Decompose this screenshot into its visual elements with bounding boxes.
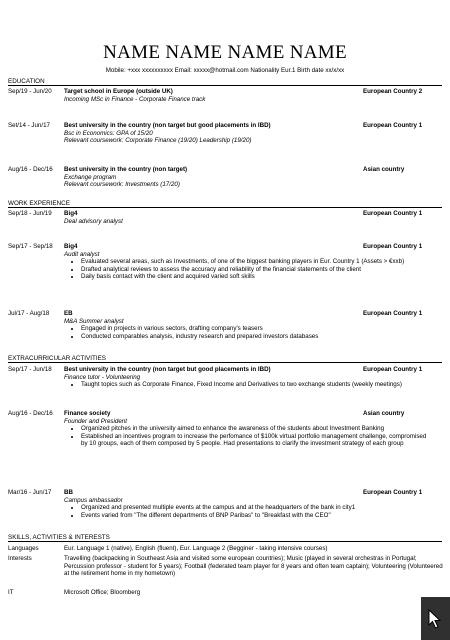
entry-title: EB <box>64 310 73 317</box>
entry-date: Sep/19 - Jun/20 <box>8 88 52 95</box>
entry-date: Aug/16 - Dec/16 <box>8 410 53 417</box>
section-heading-work: WORK EXPERIENCE <box>8 200 442 208</box>
bullet-list <box>64 381 434 389</box>
entry-role: Finance tutor - Volunteering <box>64 373 141 381</box>
entry-detail: Bsc in Economics: GPA of 15/20 <box>64 129 153 137</box>
bullet-item: • Conducted comparables analysis, industry research and prepared investors databases <box>81 333 434 341</box>
entry-date: Sep/17 - Jun/18 <box>8 366 52 373</box>
entry-date: Jul/17 - Aug/18 <box>8 310 50 317</box>
entry-date: Set/14 - Jun/17 <box>8 122 50 129</box>
entry-title: Best university in the country (non target) <box>64 166 188 173</box>
bullet-item: • Taught topics such as Corporate Finance, Fixed Income and Derivatives to two exchange students (weekly meetings) <box>81 381 434 389</box>
skill-text: Eur. Language 1 (native), English (fluent), Eur. Language 2 (Begginer - taking intensive courses) <box>64 545 328 552</box>
entry-date: Mar/16 - Jun/17 <box>8 489 52 496</box>
entry-location: European Country 1 <box>363 489 423 496</box>
entry-date: Sep/17 - Sep/18 <box>8 243 53 250</box>
entry-role: Founder and President <box>64 417 127 425</box>
entry-role: Audit analyst <box>64 250 100 258</box>
bullet-item: • Engaged in projects in various sectors, drafting company's teasers <box>81 325 434 333</box>
entry-title: BB <box>64 489 73 496</box>
bullet-item: • Daily basis contact with the client and acquired varied soft skills <box>81 273 434 281</box>
entry-detail: Relevant coursework: Corporate Finance (19/20) Leadership (19/20) <box>64 137 252 145</box>
entry-location: European Country 1 <box>363 366 423 373</box>
entry-date: Sep/18 - Jun/19 <box>8 210 52 217</box>
mouse-pointer-icon <box>428 609 442 629</box>
skill-label: Languages <box>8 545 39 552</box>
bullet-list <box>64 504 434 519</box>
section-heading-education: EDUCATION <box>8 78 442 86</box>
cursor-overlay <box>421 597 450 640</box>
entry-location: Asian country <box>363 166 405 173</box>
bullet-list <box>64 325 434 340</box>
entry-title: Target school in Europe (outside UK) <box>64 88 173 95</box>
entry-detail: Incoming MSc in Finance - Corporate Finance track <box>64 95 206 103</box>
section-heading-extracurricular: EXTRACURRICULAR ACTIVITIES <box>8 355 442 363</box>
bullet-item: • Organized pitches in the university aimed to enhance the awareness of the students about Investment Banking <box>81 425 434 433</box>
entry-title: Best university in the country (non target but good placements in IBD) <box>64 366 271 373</box>
entry-location: European Country 1 <box>363 210 423 217</box>
entry-role: M&A Summer analyst <box>64 317 124 325</box>
entry-location: European Country 1 <box>363 310 423 317</box>
skill-text: Travelling (backpacking in Southeast Asia and visited some european countries); Music (played in several orchestras in Portugal; Percussion professor - student for 5 years); Football (federated team player for 8 years and often team captain); Volunteering (Volunteered at the retirement home in my hometown) <box>64 555 443 578</box>
entry-title: Finance society <box>64 410 111 417</box>
entry-role: Deal advisory analyst <box>64 217 123 225</box>
skill-label: Interests <box>8 555 32 562</box>
entry-detail: Exchange program <box>64 173 117 181</box>
bullet-item: • Evaluated several areas, such as Investments, of one of the biggest banking players in Eur. Country 1 (Assets > €xxb) <box>81 258 434 266</box>
entry-title: Big4 <box>64 210 78 217</box>
bullet-list <box>64 425 434 448</box>
entry-title: Best university in the country (non target but good placements in IBD) <box>64 122 271 129</box>
entry-role: Campus ambassador <box>64 496 123 504</box>
entry-location: European Country 1 <box>363 122 423 129</box>
entry-detail: Relevant coursework: Investments (17/20) <box>64 181 180 189</box>
bullet-item: • Events varied from "The different departments of BNP Paribas" to "Breakfast with the CEO" <box>81 512 434 520</box>
entry-location: European Country 1 <box>363 243 423 250</box>
entry-location: Asian country <box>363 410 405 417</box>
bullet-item: • Organized and presented multiple events at the campus and at the headquarters of the bank in city1 <box>81 504 434 512</box>
entry-location: European Country 2 <box>363 88 423 95</box>
section-heading-skills: SKILLS, ACTIVITIES & INTERESTS <box>8 534 442 542</box>
bullet-item: • Drafted analytical reviews to assess the accuracy and reliability of the financial statements of the client <box>81 266 434 274</box>
bullet-item: • Established an incentives program to increase the perfomance of $100k virtual portfolio management challenge, compromised by 10 groups, each of them composed by 5 people. Had presentations to clarify the investment strategy of each group <box>81 433 434 448</box>
skill-text: Microsoft Office; Bloomberg <box>64 589 141 596</box>
contact-line: Mobile: +xxx xxxxxxxxxx Email: xxxxx@hotmail.com Nationality Eur.1 Birth date xx/x/xx <box>105 67 345 74</box>
skill-label: IT <box>8 589 14 596</box>
bullet-list <box>64 258 434 281</box>
candidate-name: NAME NAME NAME NAME <box>103 42 347 63</box>
entry-title: Big4 <box>64 243 78 250</box>
entry-date: Aug/16 - Dec/16 <box>8 166 53 173</box>
